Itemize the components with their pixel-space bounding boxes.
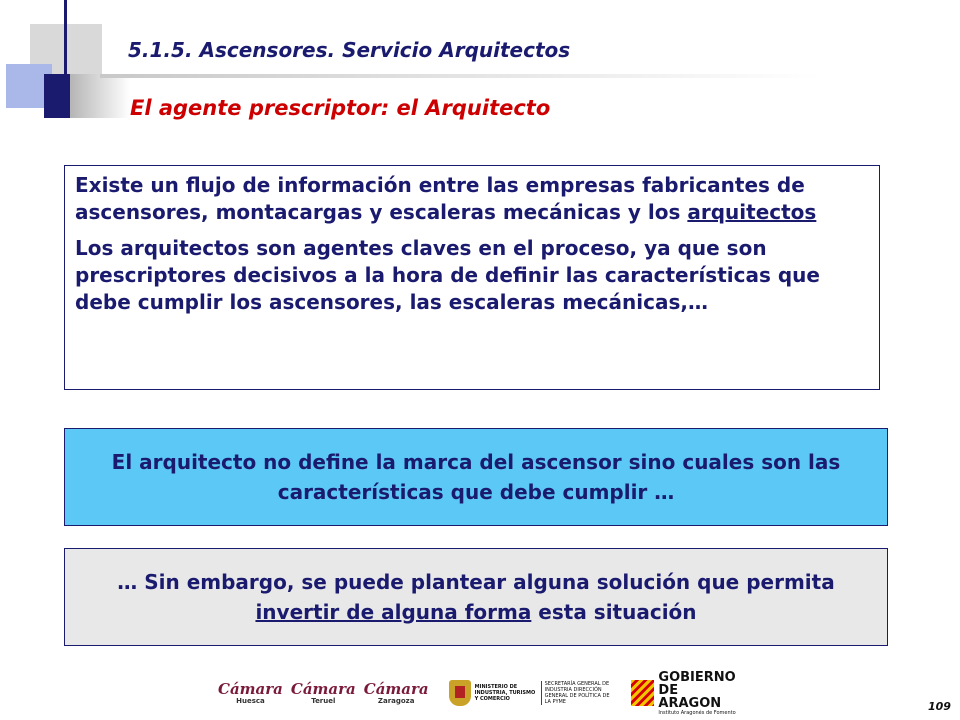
camara-zaragoza-logo: [364, 681, 429, 706]
camara-logo-name: Cámara: [290, 679, 356, 698]
highlight-box-cyan: [64, 428, 888, 526]
gobierno-aragon-text: [658, 671, 738, 716]
footer-logos: [218, 669, 736, 716]
conclusion-text: [79, 567, 873, 627]
highlight-box-grey: [64, 548, 888, 646]
info-paragraph-1: [75, 172, 869, 226]
camara-logo-name: Cámara: [363, 679, 429, 698]
info-box: [64, 165, 880, 390]
highlight-text: El arquitecto no define la marca del ascensor sino cuales son las características que debe cumplir …: [111, 450, 841, 504]
ministerio-logo: [449, 680, 611, 706]
coat-of-arms-icon: [449, 680, 471, 706]
info-paragraph-2: Los arquitectos son agentes claves en el proceso, ya que son prescriptores decisivos a la hora de definir las características que debe cumplir los ascensores, las escaleras mecánicas,…: [75, 236, 820, 314]
camara-logo-city: Zaragoza: [377, 696, 415, 705]
gobierno-line-2: DE ARAGON: [658, 682, 722, 711]
camara-huesca-logo: [218, 681, 283, 706]
slide-subtitle: El agente prescriptor: el Arquitecto: [130, 96, 551, 120]
aragon-flag-icon: [631, 680, 655, 706]
conclusion-text-before: … Sin embargo, se puede plantear alguna solución que permita: [117, 570, 835, 594]
gobierno-aragon-logo: [631, 671, 738, 716]
info-paragraph-1-text: Existe un flujo de información entre las empresas fabricantes de ascensores, montacargas y escaleras mecánicas y los: [75, 173, 805, 224]
decorative-vertical-line: [64, 0, 67, 110]
ministerio-text: MINISTERIO DE INDUSTRIA, TURISMO Y COMERCIO: [474, 684, 536, 702]
conclusion-text-after: esta situación: [531, 600, 697, 624]
arquitectos-link-text: arquitectos: [687, 200, 817, 224]
page-number: 109: [928, 700, 951, 713]
camara-logo-city: Huesca: [236, 696, 265, 705]
camara-logo-name: Cámara: [218, 679, 283, 698]
decorative-horizontal-line: [100, 74, 820, 78]
camara-logo-city: Teruel: [311, 696, 336, 705]
gobierno-subtitle: Instituto Aragonés de Fomento: [658, 709, 736, 716]
conclusion-underlined: invertir de alguna forma: [255, 600, 532, 624]
secretaria-text: SECRETARÍA GENERAL DE INDUSTRIA DIRECCIÓN GENERAL DE POLÍTICA DE LA PYME: [541, 681, 611, 705]
section-title: 5.1.5. Ascensores. Servicio Arquitectos: [128, 38, 571, 62]
decorative-fade-block: [70, 74, 130, 118]
gobierno-line-1: GOBIERNO: [658, 669, 736, 685]
camara-teruel-logo: [291, 681, 356, 706]
